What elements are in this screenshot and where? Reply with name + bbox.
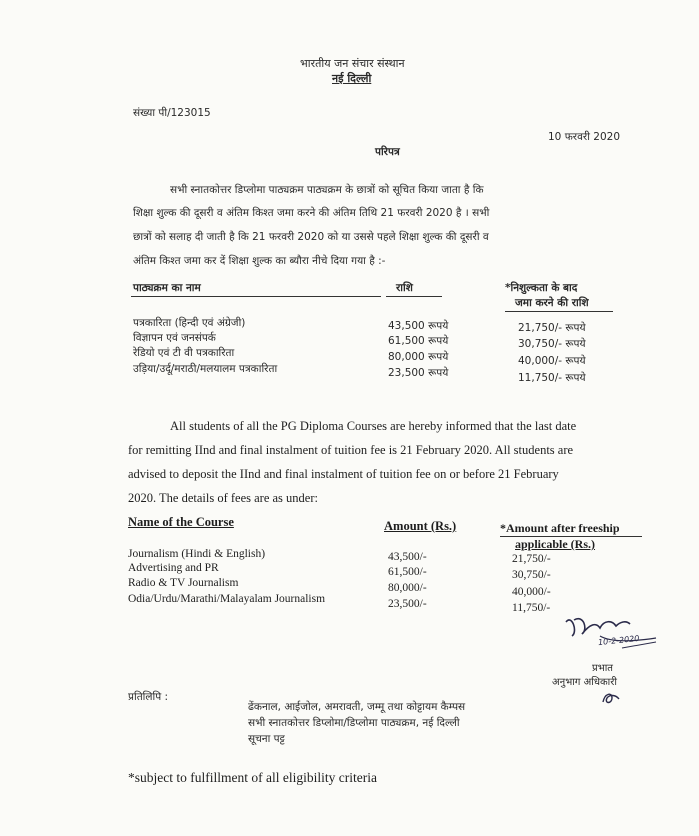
hindi-row-2-freeship: 30,750/- रूपये (518, 338, 586, 350)
hindi-para-line-1: सभी स्नातकोत्तर डिप्लोमा पाठ्यक्रम पाठ्यक्रम के छात्रों को सूचित किया जाता है कि (170, 184, 484, 196)
hindi-row-1-freeship: 21,750/- रूपये (518, 322, 586, 334)
signatory-name: प्रभात (592, 663, 614, 674)
hindi-row-3-freeship: 40,000/- रूपये (518, 355, 586, 367)
hindi-table-header-freeship-2: जमा करने की राशि (515, 297, 589, 309)
hindi-row-2-amount: 61,500 रूपये (388, 335, 449, 347)
english-row-1-freeship: 21,750/- (512, 553, 551, 565)
hindi-para-line-2: शिक्षा शुल्क की दूसरी व अंतिम किश्त जमा करने की अंतिम तिथि 21 फरवरी 2020 है । सभी (133, 207, 490, 219)
hindi-row-4-course: उड़िया/उर्दू/मराठी/मलयालम पत्रकारिता (133, 363, 278, 375)
hindi-header-underline (505, 311, 613, 312)
hindi-row-2-course: विज्ञापन एवं जनसंपर्क (133, 332, 216, 344)
english-table-header-freeship-1: *Amount after freeship (500, 521, 620, 535)
copy-to-line-1: ढेंकनाल, आईजोल, अमरावती, जम्मू तथा कोट्टायम कैम्पस (248, 701, 466, 713)
english-para-line-3: advised to deposit the IInd and final instalment of tuition fee on or before 21 February (128, 467, 559, 481)
english-row-1-course: Journalism (Hindi & English) (128, 548, 266, 560)
hindi-row-3-course: रेडियो एवं टी वी पत्रकारिता (133, 347, 235, 359)
copy-to-line-2: सभी स्नातकोत्तर डिप्लोमा/डिप्लोमा पाठ्यक्रम, नई दिल्ली (248, 717, 460, 729)
eligibility-footnote: *subject to fulfillment of all eligibility criteria (128, 770, 377, 785)
english-row-1-amount: 43,500/- (388, 551, 427, 563)
english-row-3-course: Radio & TV Journalism (128, 577, 239, 589)
org-name: भारतीय जन संचार संस्थान (300, 57, 405, 70)
copy-to-line-3: सूचना पट्ट (248, 733, 285, 745)
org-city: नई दिल्ली (332, 72, 372, 85)
english-row-4-course: Odia/Urdu/Marathi/Malayalam Journalism (128, 593, 326, 605)
signature-scrawl (560, 612, 660, 652)
hindi-table-header-freeship-1: *निशुल्कता के बाद (505, 282, 578, 294)
initials-scrawl (600, 690, 622, 706)
circular-date: 10 फरवरी 2020 (548, 131, 620, 143)
english-header-underline (500, 536, 642, 537)
english-row-2-amount: 61,500/- (388, 566, 427, 578)
hindi-table-header-amount: राशि (396, 282, 413, 294)
english-row-2-course: Advertising and PR (128, 562, 219, 574)
circular-title: परिपत्र (375, 146, 400, 158)
hindi-row-4-freeship: 11,750/- रूपये (518, 372, 586, 384)
english-row-4-freeship: 11,750/- (512, 602, 551, 614)
hindi-para-line-4: अंतिम किश्त जमा कर दें शिक्षा शुल्क का ब्यौरा नीचे दिया गया है :- (133, 255, 386, 267)
signatory-designation: अनुभाग अधिकारी (552, 677, 617, 688)
english-para-line-2: for remitting IInd and final instalment of tuition fee is 21 February 2020. All students are (128, 443, 574, 457)
english-table-header-course: Name of the Course (128, 515, 234, 529)
english-row-2-freeship: 30,750/- (512, 569, 551, 581)
copy-to-label: प्रतिलिपि : (128, 691, 169, 703)
hindi-row-1-course: पत्रकारिता (हिन्दी एवं अंग्रेजी) (133, 317, 246, 329)
hindi-row-3-amount: 80,000 रूपये (388, 351, 449, 363)
reference-number: संख्या पी/123015 (133, 107, 211, 119)
signature-date-scrawl: 10-2-2020 (597, 633, 640, 648)
hindi-header-underline (386, 296, 442, 297)
hindi-para-line-3: छात्रों को सलाह दी जाती है कि 21 फरवरी 2020 को या उससे पहले शिक्षा शुल्क की दूसरी व (133, 231, 489, 243)
hindi-table-header-course: पाठ्यक्रम का नाम (133, 282, 201, 294)
english-row-3-freeship: 40,000/- (512, 586, 551, 598)
english-table-header-amount: Amount (Rs.) (384, 519, 457, 533)
hindi-row-4-amount: 23,500 रूपये (388, 367, 449, 379)
english-row-4-amount: 23,500/- (388, 598, 427, 610)
english-para-line-4: 2020. The details of fees are as under: (128, 491, 318, 505)
hindi-row-1-amount: 43,500 रूपये (388, 320, 449, 332)
english-table-header-freeship-2: applicable (Rs.) (515, 537, 596, 551)
english-row-3-amount: 80,000/- (388, 582, 427, 594)
english-para-line-1: All students of all the PG Diploma Courses are hereby informed that the last date (170, 419, 577, 433)
hindi-header-underline (131, 296, 381, 297)
